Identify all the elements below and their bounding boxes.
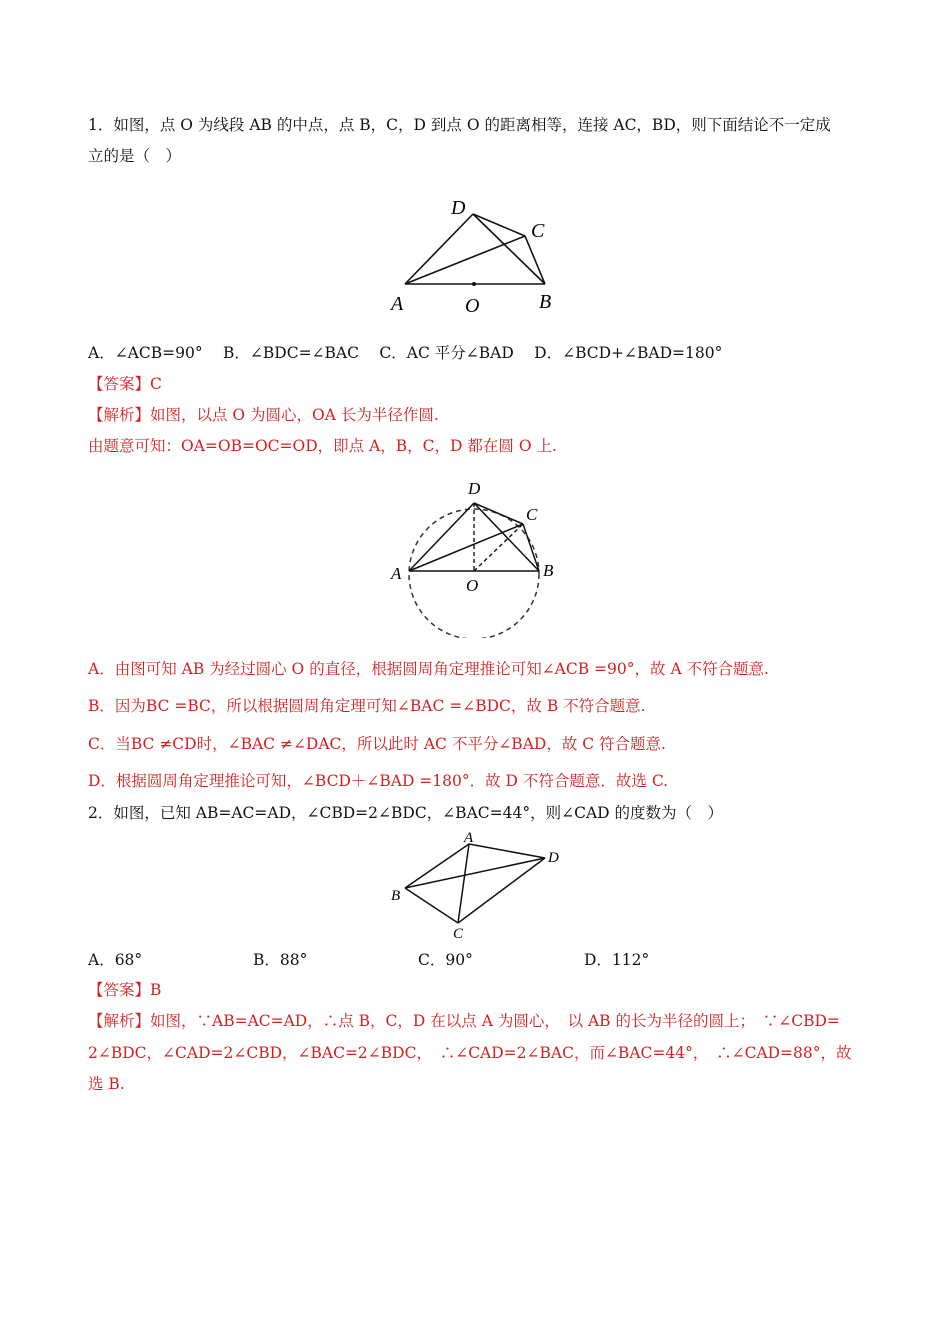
segment-ac (458, 844, 469, 923)
segment-dc (473, 214, 525, 236)
label-c: C (526, 505, 538, 524)
q1-explain-d: D．根据圆周角定理推论可知，∠BCD＋∠BAD =180°．故 D 不符合题意．故选 C. (88, 772, 669, 790)
label-a: A (464, 830, 474, 846)
label-d: D (468, 479, 481, 498)
q1-explain-b: B．因为BC =BC，所以根据圆周角定理可知∠BAC =∠BDC，故 B 不符合题意. (88, 697, 646, 715)
q1-explain-c: C．当BC ≠CD时，∠BAC ≠∠DAC，所以此时 AC 不平分∠BAD，故 C 符合题意. (88, 735, 666, 753)
label-b: B (539, 291, 552, 313)
q2-answer: 【答案】B (88, 981, 162, 999)
q2-option-d: D．112° (584, 951, 650, 969)
q1-analysis-line1: 【解析】如图，以点 O 为圆心，OA 长为半径作圆. (88, 406, 439, 424)
q1-answer: 【答案】C (88, 375, 162, 393)
label-o: O (466, 576, 479, 595)
q2-option-a: A．68° (88, 951, 143, 969)
q2-analysis-line3: 选 B. (88, 1075, 125, 1093)
segment-cb (525, 236, 545, 284)
q1-explain-a: A．由图可知 AB 为经过圆心 O 的直径，根据圆周角定理推论可知∠ACB =90°，故 A 不符合题意. (88, 660, 769, 678)
q1-stem-line1: 1．如图，点 O 为线段 AB 的中点，点 B，C，D 到点 O 的距离相等，连接 AC，BD，则下面结论不一定成 (88, 116, 831, 134)
segment-ad (469, 844, 545, 858)
label-d: D (548, 850, 559, 866)
chord-cb (523, 524, 539, 571)
label-b: B (391, 888, 401, 904)
q2-figure (385, 828, 565, 943)
q2-option-b: B．88° (253, 951, 308, 969)
chord-dc (474, 503, 523, 524)
q1-options: A．∠ACB=90° B．∠BDC=∠BAC C．AC 平分∠BAD D．∠BCD+∠BAD=180° (88, 344, 723, 362)
segment-bc (405, 888, 458, 923)
label-o: O (465, 295, 480, 317)
q2-analysis-line1: 【解析】如图，∵AB=AC=AD，∴点 B，C，D 在以点 A 为圆心， 以 AB 的长为半径的圆上； ∵∠CBD= (88, 1012, 840, 1030)
q1-circle-figure (385, 478, 565, 638)
label-d: D (451, 197, 466, 219)
q1-figure (385, 192, 570, 317)
label-a: A (391, 564, 402, 583)
q1-stem-line2: 立的是（ ） (88, 147, 182, 165)
segment-ac (405, 236, 525, 284)
q2-analysis-line2: 2∠BDC，∠CAD=2∠CBD，∠BAC=2∠BDC， ∴∠CAD=2∠BAC，而∠BAC=44°， ∴∠CAD=88°，故 (88, 1044, 852, 1062)
label-a: A (391, 293, 404, 315)
chord-ad (409, 503, 474, 571)
label-c: C (453, 926, 464, 942)
point-o (472, 282, 476, 286)
label-c: C (531, 220, 545, 242)
segment-ad (405, 214, 473, 284)
chord-ac (409, 524, 523, 571)
q1-analysis-line2: 由题意可知：OA=OB=OC=OD，即点 A，B，C，D 都在圆 O 上. (88, 437, 557, 455)
label-b: B (543, 561, 554, 580)
q2-option-c: C．90° (418, 951, 473, 969)
dashed-circle (409, 509, 539, 638)
q2-stem: 2．如图，已知 AB=AC=AD，∠CBD=2∠BDC，∠BAC=44°，则∠CAD 的度数为（ ） (88, 804, 723, 822)
